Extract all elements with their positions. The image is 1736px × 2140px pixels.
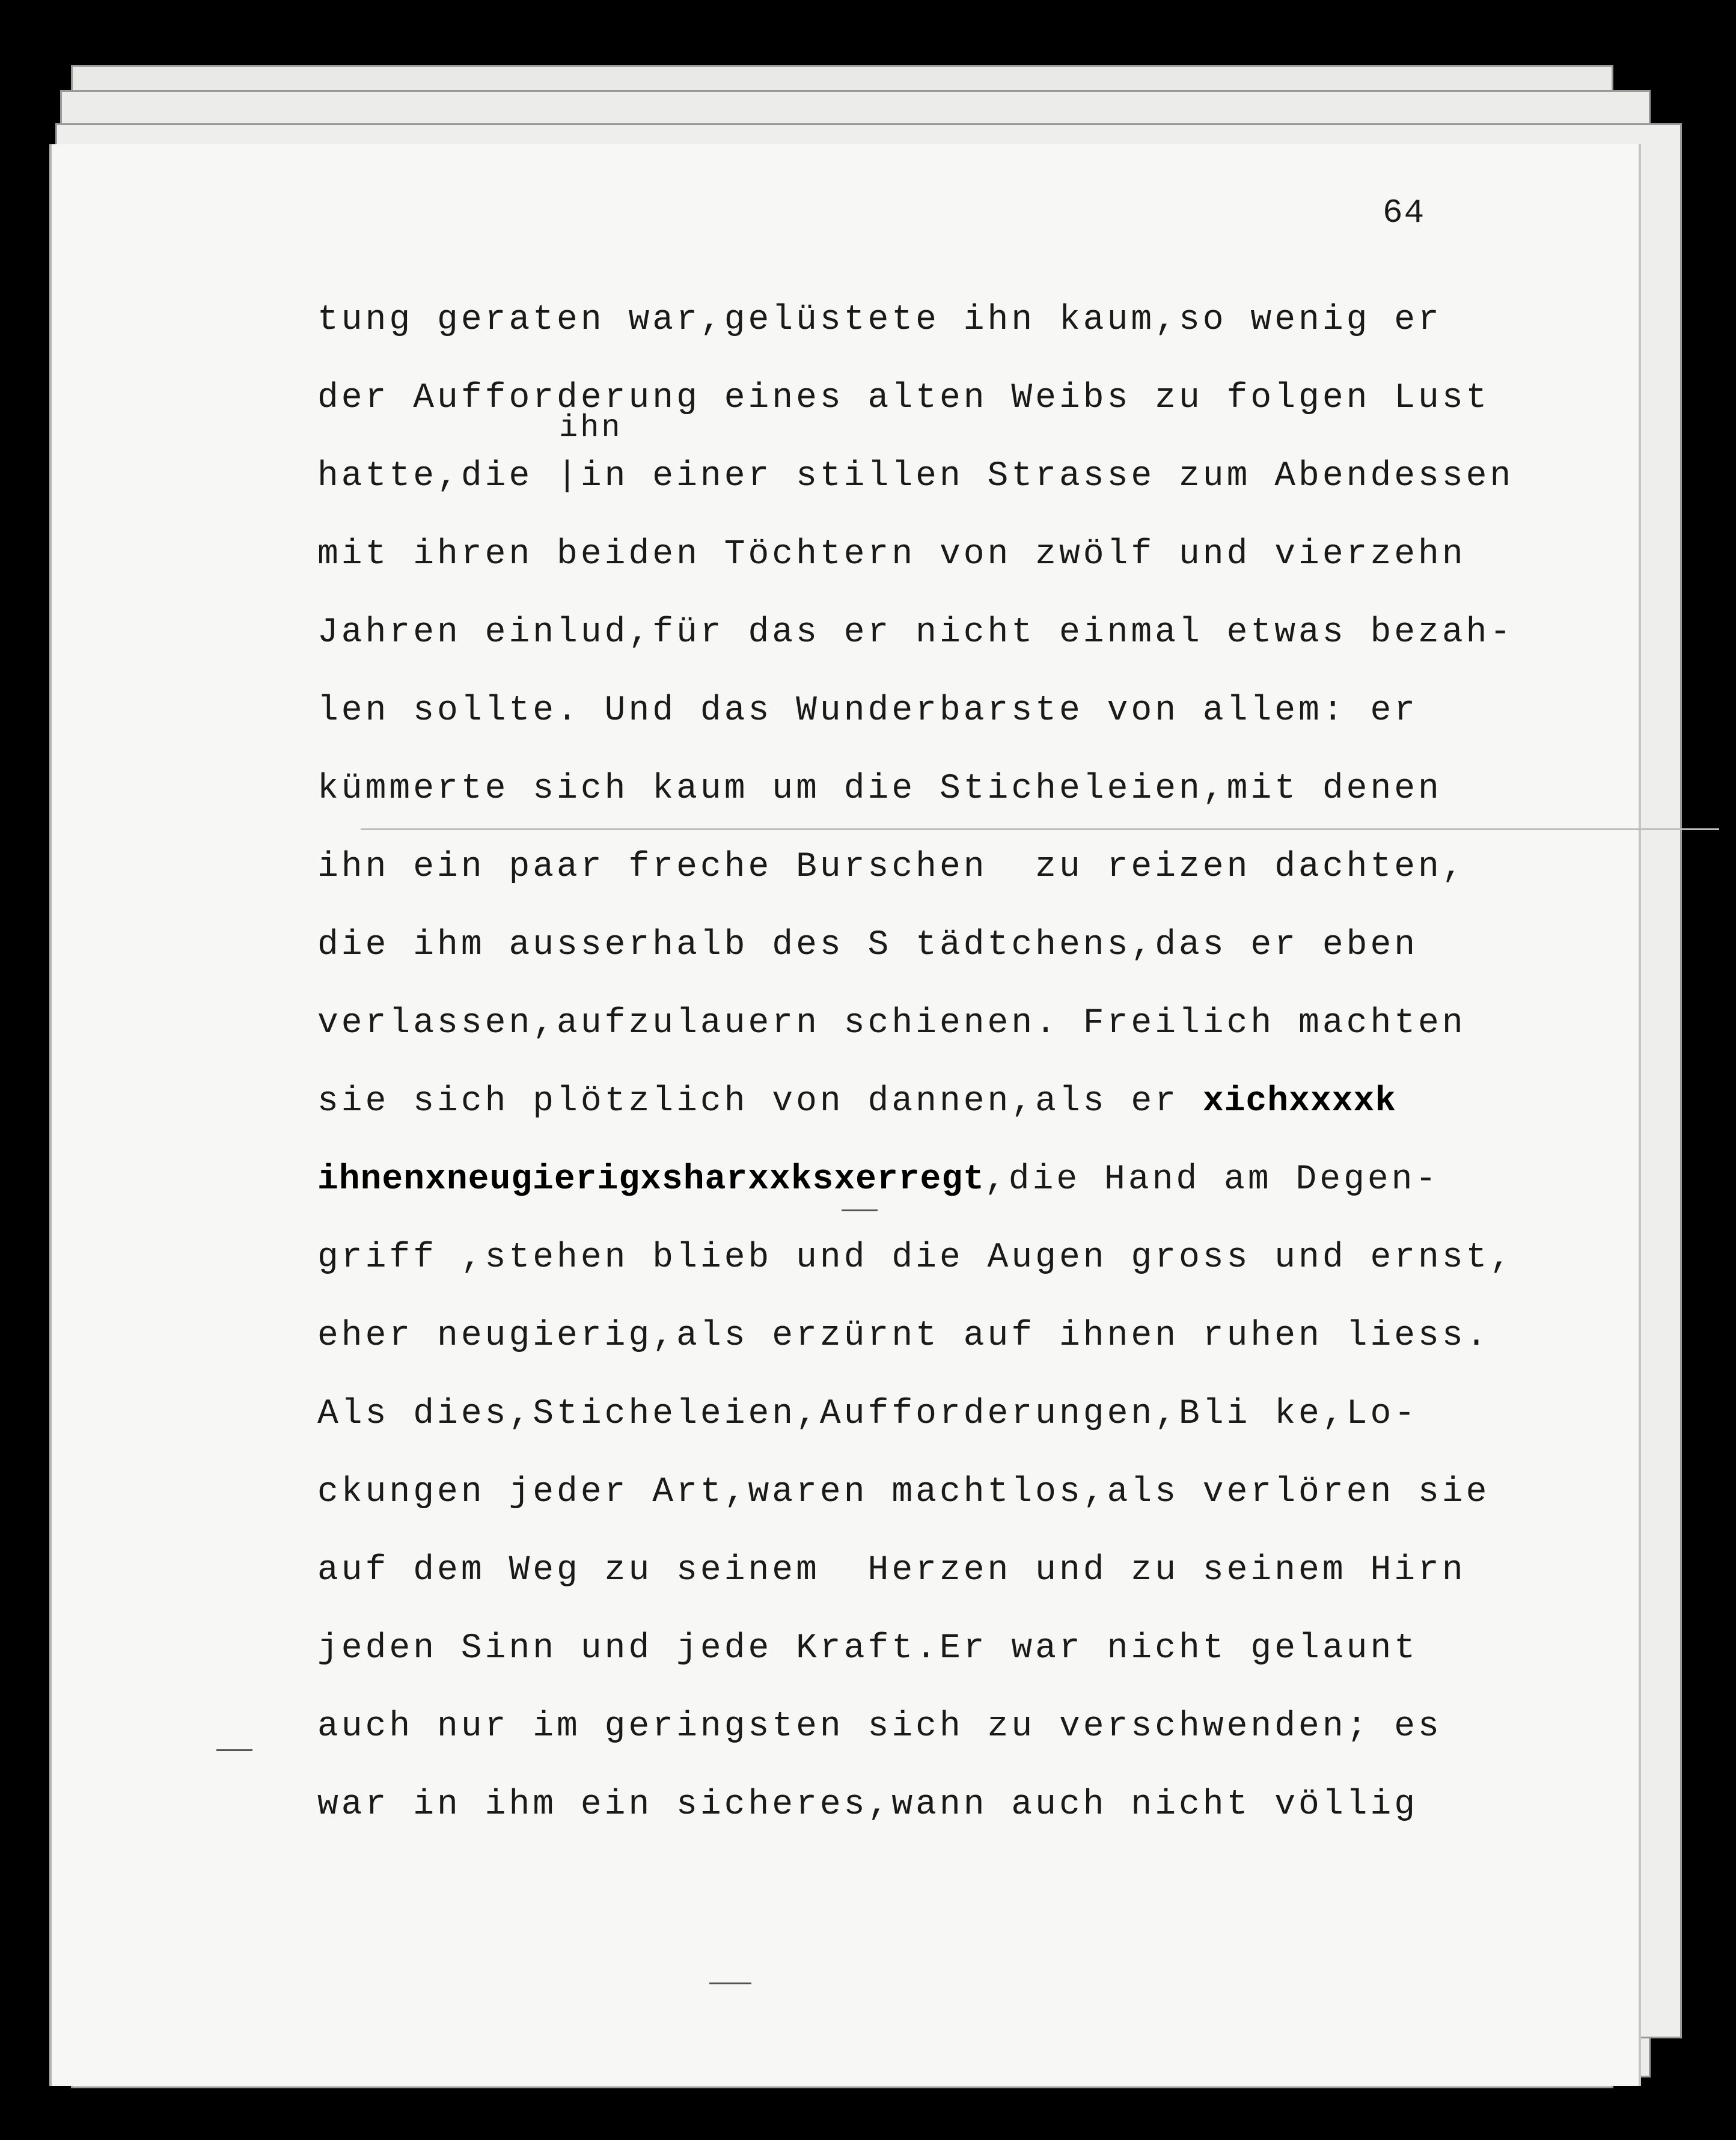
line-text: Als dies,Sticheleien,Aufforderungen,Bli ke,Lo- bbox=[317, 1395, 1419, 1434]
line-text: der Aufforderung eines alten Weibs zu folgen Lust bbox=[317, 379, 1490, 418]
line-text: tung geraten war,gelüstete ihn kaum,so wenig er bbox=[317, 301, 1442, 340]
line-text: ,die Hand am Degen- bbox=[984, 1160, 1440, 1199]
page-number: 64 bbox=[1383, 194, 1426, 232]
text-line bbox=[317, 359, 1544, 438]
text-line bbox=[317, 1297, 1544, 1375]
text-line bbox=[317, 1610, 1544, 1688]
text-line bbox=[317, 438, 1544, 516]
text-line bbox=[317, 1688, 1544, 1766]
line-text: hatte,die |in einer stillen Strasse zum Abendessen bbox=[317, 457, 1514, 496]
line-text: die ihm ausserhalb des S tädtchens,das er eben bbox=[317, 926, 1419, 965]
line-text: mit ihren beiden Töchtern von zwölf und vierzehn bbox=[317, 535, 1466, 574]
text-line bbox=[317, 985, 1544, 1063]
line-text: griff ,stehen blieb und die Augen gross und ernst, bbox=[317, 1238, 1514, 1277]
line-text: war in ihm ein sicheres,wann auch nicht völlig bbox=[317, 1785, 1419, 1824]
line-text: len sollte. Und das Wunderbarste von allem: er bbox=[317, 691, 1419, 730]
text-line bbox=[317, 594, 1544, 672]
line-text: ckungen jeder Art,waren machtlos,als verlören sie bbox=[317, 1473, 1490, 1512]
stray-pen-mark bbox=[216, 1749, 252, 1751]
text-line bbox=[317, 1375, 1544, 1454]
text-line bbox=[317, 828, 1544, 906]
line-text: eher neugierig,als erzürnt auf ihnen ruhen liess. bbox=[317, 1316, 1490, 1356]
text-line bbox=[317, 1219, 1544, 1297]
line-text: verlassen,aufzulauern schienen. Freilich machten bbox=[317, 1004, 1466, 1043]
text-line bbox=[317, 1532, 1544, 1610]
text-line bbox=[317, 906, 1544, 985]
body-text bbox=[317, 281, 1544, 1844]
stray-pen-mark bbox=[709, 1983, 751, 1984]
text-line bbox=[317, 1766, 1544, 1844]
line-text: jeden Sinn und jede Kraft.Er war nicht gelaunt bbox=[317, 1629, 1419, 1668]
stray-pen-mark bbox=[842, 1209, 878, 1211]
line-text: auch nur im geringsten sich zu verschwenden; es bbox=[317, 1707, 1442, 1746]
text-line bbox=[317, 672, 1544, 750]
struck-out-text: ihnenxneugierigxsharxxksxerregt bbox=[317, 1160, 985, 1199]
line-text: sie sich plötzlich von dannen,als er bbox=[317, 1082, 1203, 1121]
struck-out-text: xichxxxxk bbox=[1202, 1082, 1397, 1121]
line-text: ihn ein paar freche Burschen zu reizen dachten, bbox=[317, 848, 1466, 887]
text-line bbox=[317, 1454, 1544, 1532]
text-line bbox=[317, 281, 1544, 359]
text-line bbox=[317, 1063, 1544, 1141]
handwritten-insertion: ihn bbox=[559, 410, 623, 445]
line-text: kümmerte sich kaum um die Sticheleien,mit denen bbox=[317, 769, 1442, 809]
line-text: auf dem Weg zu seinem Herzen und zu seinem Hirn bbox=[317, 1551, 1466, 1590]
line-text: Jahren einlud,für das er nicht einmal etwas bezah- bbox=[317, 613, 1514, 652]
text-line bbox=[317, 1141, 1544, 1219]
text-line bbox=[317, 516, 1544, 594]
text-line bbox=[317, 750, 1544, 828]
